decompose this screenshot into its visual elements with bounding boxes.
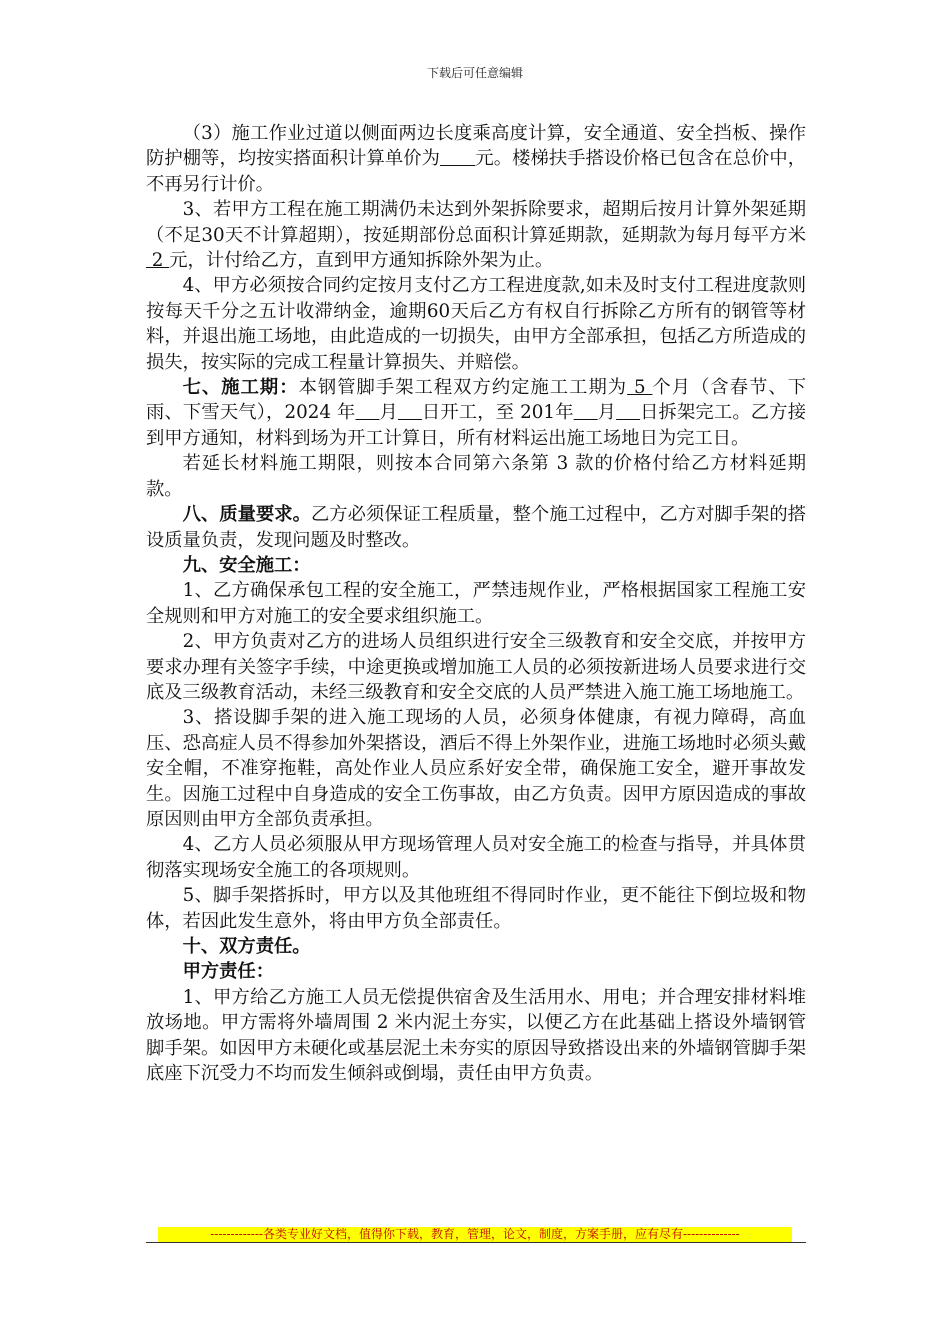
paragraph-payment-terms: 4、甲方必须按合同约定按月支付乙方工程进度款,如未及时支付工程进度款则按每天千分之五计收滞纳金，逾期60天后乙方有权自行拆除乙方所有的钢管等材料，并退出施工场地，由此造成的一切损失，由甲方全部承担，包括乙方所造成的损失，按实际的完成工程量计算损失、并赔偿。 (146, 275, 806, 373)
blank-start-month (356, 402, 380, 423)
safety-item-4: 4、乙方人员必须服从甲方现场管理人员对安全施工的检查与指导，并具体贯彻落实现场安全施工的各项规则。 (146, 834, 806, 881)
party-a-responsibility-title: 甲方责任： (182, 961, 274, 983)
safety-item-5: 5、脚手架搭拆时，甲方以及其他班组不得同时作业，更不能往下倒垃圾和物体，若因此发生意外，将由甲方负全部责任。 (146, 885, 806, 932)
blank-start-day (398, 402, 422, 423)
safety-item-1: 1、乙方确保承包工程的安全施工，严禁违规作业，严格根据国家工程施工安全规则和甲方对施工的安全要求组织施工。 (146, 580, 806, 627)
paragraph-material-extension: 若延长材料施工期限，则按本合同第六条第 3 款的价格付给乙方材料延期款。 (146, 453, 806, 500)
period-months: 5 (627, 377, 653, 399)
section-8-quality: 八、质量要求。乙方必须保证工程质量，整个施工过程中，乙方对脚手架的搭设质量负责，发现问题及时整改。 (146, 504, 807, 551)
blank-end-month (574, 402, 598, 423)
party-a-item-1: 1、甲方给乙方施工人员无偿提供宿舍及生活用水、用电；并合理安排材料堆放场地。甲方需将外墙周围 2 米内泥土夯实，以便乙方在此基础上搭设外墙钢管脚手架。如因甲方未硬化或基层泥土未夯实的原因导致搭设出来的外墙钢管脚手架底座下沉受力不均而发生倾斜或倒塌，责任由甲方负责。 (146, 986, 806, 1085)
page-header: 下载后可任意编辑 (426, 66, 523, 80)
safety-item-3: 3、搭设脚手架的进入施工现场的人员，必须身体健康，有视力障碍，高血压、恐高症人员不得参加外架搭设，酒后不得上外架作业，进施工场地时必须头戴安全帽，不准穿拖鞋，高处作业人员应系好安全带，确保施工安全，避开事故发生。因施工过程中自身造成的安全工伤事故，由乙方负责。因甲方原因造成的事故原因则由甲方全部负责承担。 (146, 707, 806, 830)
footer-divider (146, 1242, 806, 1243)
paragraph-walkway-pricing: （3）施工作业过道以侧面两边长度乘高度计算，安全通道、安全挡板、操作防护棚等，均按实搭面积计算单价为 元。楼梯扶手搭设价格已包含在总价中，不再另行计价。 (146, 123, 807, 195)
safety-item-2: 2、甲方负责对乙方的进场人员组织进行安全三级教育和安全交底，并按甲方要求办理有关签字手续，中途更换或增加施工人员的必须按新进场人员要求进行交底及三级教育活动，未经三级教育和安全交底的人员严禁进入施工施工场地施工。 (146, 631, 806, 703)
blank-end-day (616, 402, 640, 423)
section-9-title: 九、安全施工： (182, 554, 311, 576)
section-8-title: 八、质量要求。 (182, 504, 311, 526)
document-body (146, 121, 806, 1086)
blank-unit-price (440, 148, 475, 169)
section-7-construction-period: 七、施工期：本钢管脚手架工程双方约定施工工期为 5 个月（含春节、下雨、下雪天气），2024 年 月 日开工，至 201年 月 日拆架完工。乙方接到甲方通知，材料到场为开工计算日，所有材料运出施工场地日为完工日。 (146, 377, 807, 449)
section-10-title: 十、双方责任。 (182, 936, 311, 957)
extension-price-value: 2 (146, 250, 170, 272)
section-7-title: 七、施工期： (182, 377, 299, 399)
paragraph-extension-fee: 3、若甲方工程在施工期满仍未达到外架拆除要求，超期后按月计算外架延期（不足30天不计算超期），按延期部份总面积计算延期款，延期款为每月每平方米 2 元，计付给乙方，直到甲方通知拆除外架为止。 (146, 199, 806, 272)
footer-banner: -------------各类专业好文档，值得你下载，教育，管理，论文，制度，方案手册，应有尽有-------------- (158, 1227, 792, 1242)
